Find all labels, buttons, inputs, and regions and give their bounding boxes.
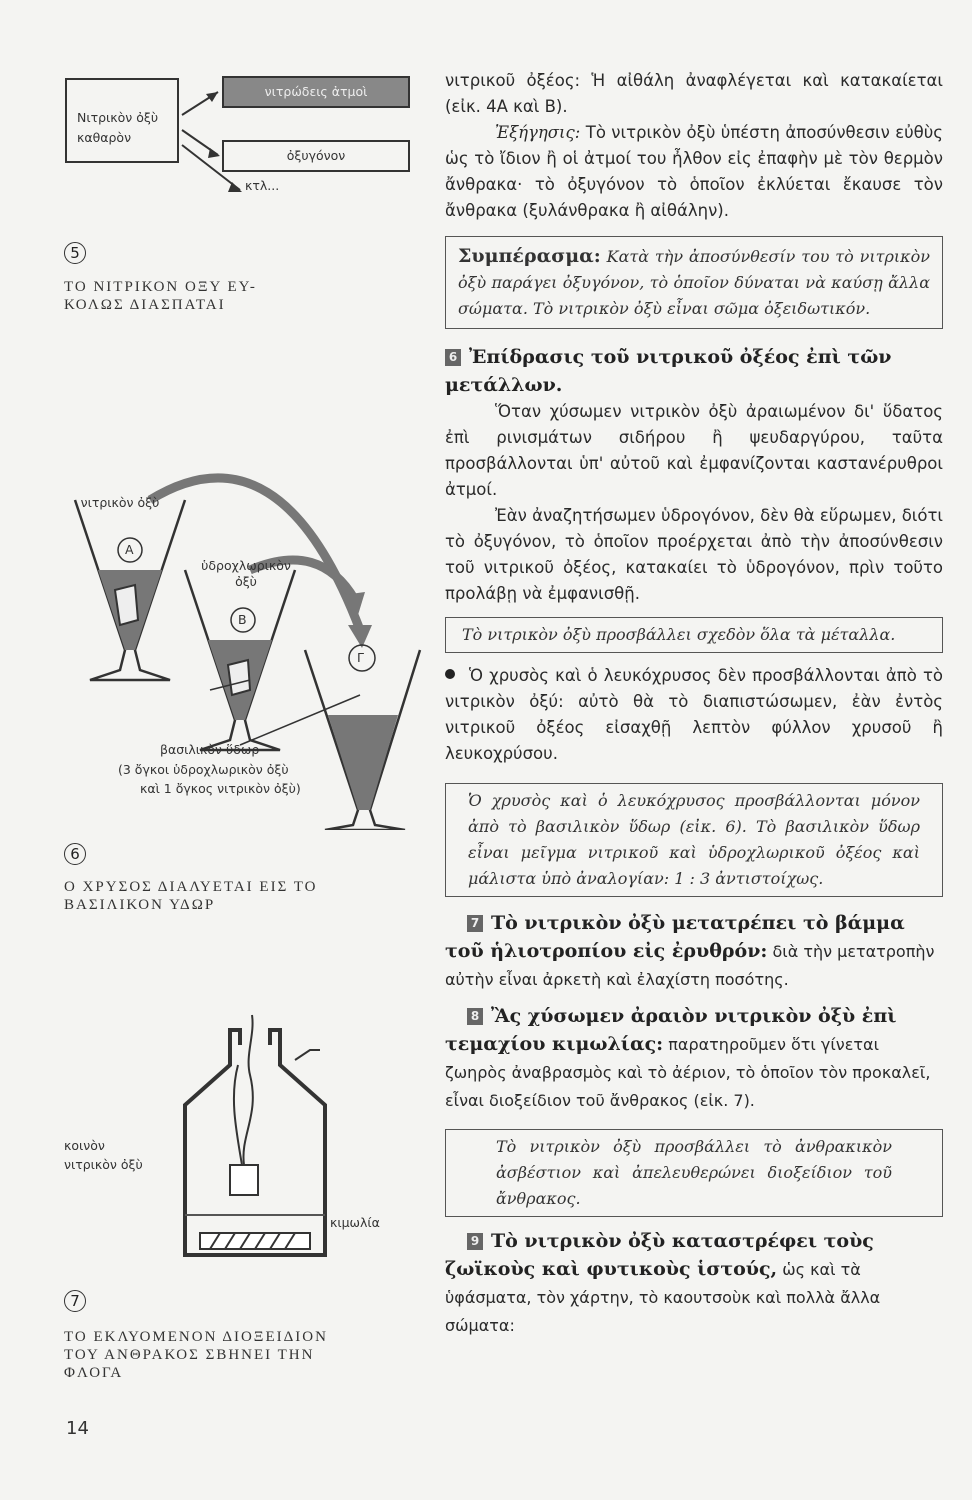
section-7-number: 7 xyxy=(467,915,483,932)
section-7-text: διὰ τὴν μετατροπὴν αὐτὴν εἶναι ἀρκετὴ καὶ ἐλαχίστη ποσότης. xyxy=(445,942,935,989)
gold-box: Ὁ χρυσὸς καὶ ὁ λευκόχρυσος προσβάλλονται μόνον ἀπὸ τὸ βασιλικὸν ὕδωρ (εἰκ. 6). Τὸ βασιλικὸν ὕδωρ εἶναι μεῖγμα νιτρικοῦ καὶ ὑδροχλωρικοῦ ὀξέος καὶ μάλιστα ὑπὸ ἀναλογίαν: 1 : 3 ἀντιστοίχως. xyxy=(445,783,943,897)
section-7 xyxy=(445,909,943,994)
conclusion-box xyxy=(445,236,943,329)
label-nitric-acid: νιτρικὸν ὀξὺ xyxy=(80,495,160,510)
product-etc-label: κτλ... xyxy=(245,178,280,193)
bullet xyxy=(445,669,455,679)
figure-7-illustration xyxy=(160,1005,360,1275)
glass-a-label: A xyxy=(125,542,134,557)
main-text xyxy=(445,68,943,1340)
section-8-title: Ἂς χύσωμεν ἀραιὸν νιτρικὸν ὀξὺ ἐπὶ τεμαχίου κιμωλίας: xyxy=(445,1005,897,1055)
label-common-acid-line1: κοινὸν xyxy=(64,1138,105,1153)
decomposition-arrows xyxy=(60,70,420,200)
nitric-acid-box-label: Νιτρικὸν ὀξὺ καθαρὸν xyxy=(77,110,159,145)
page-number: 14 xyxy=(66,1418,89,1439)
section-8 xyxy=(445,1002,943,1115)
section-7-title: Τὸ νιτρικὸν ὀξὺ μετατρέπει τὸ βάμμα τοῦ ἡλιοτροπίου εἰς ἐρυθρόν: xyxy=(445,912,905,962)
paragraph-explanation xyxy=(445,120,943,224)
figure-6-number: 6 xyxy=(64,843,86,865)
figure-5-number: 5 xyxy=(64,242,86,264)
paragraph-3: Ὅταν χύσωμεν νιτρικὸν ὀξὺ ἀραιωμένον δι' ὕδατος ἐπὶ ρινισμάτων σιδήρου ἢ ψευδαργύρου, ταῦτα προσβάλλονται ὑπ' αὐτοῦ καὶ ἐμφανίζονται καστανέρυθροι ἀτμοί. xyxy=(445,402,943,499)
figure-5-caption: ΤΟ ΝΙΤΡΙΚΟΝ ΟΞΥ ΕΥ-ΚΟΛΩΣ ΔΙΑΣΠΑΤΑΙ xyxy=(64,279,257,313)
metals-box: Τὸ νιτρικὸν ὀξὺ προσβάλλει σχεδὸν ὅλα τὰ μέταλλα. xyxy=(445,617,943,653)
product-vapors-label: νιτρώδεις ἀτμοὶ xyxy=(264,84,368,99)
figure-6-caption: Ο ΧΡΥΣΟΣ ΔΙΑΛΥΕΤΑΙ ΕΙΣ ΤΟ ΒΑΣΙΛΙΚΟΝ ΥΔΩΡ xyxy=(64,879,318,913)
figure-7-number: 7 xyxy=(64,1290,86,1312)
paragraph-5 xyxy=(445,663,943,767)
section-8-number: 8 xyxy=(467,1008,483,1025)
glass-g-label: Γ xyxy=(357,650,364,665)
paragraph-5-text: Ὁ χρυσὸς καὶ ὁ λευκόχρυσος δὲν προσβάλλονται ἀπὸ τὸ νιτρικὸν ὀξύ: αὐτὸ θὰ τὸ διαπιστώσωμεν, ἐὰν ἐντὸς νιτρικοῦ ὀξέος εἰσαχθῇ λεπτὸν φύλλον χρυσοῦ ἢ λευκοχρύσου. xyxy=(445,666,943,763)
label-hydrochloric-acid: ὑδροχλωρικὸν ὀξὺ xyxy=(201,558,291,589)
conclusion-text: Κατὰ τὴν ἀποσύνθεσίν του τὸ νιτρικὸν ὀξὺ παράγει ὀξυγόνον, τὸ ὁποῖον δύναται νὰ καύσῃ ἄλλα σώματα. Τὸ νιτρικὸν ὀξὺ εἶναι σῶμα ὀξειδωτικόν. xyxy=(458,247,930,318)
explanation-text: Τὸ νιτρικὸν ὀξὺ ὑπέστη ἀποσύνθεσιν εὐθὺς ὡς τὸ ἴδιον ἢ οἱ ἀτμοί του ἦλθον εἰς ἐπαφὴν μὲ τὸν θερμὸν ἄνθρακα· τὸ ὀξυγόνον τὸ ὁποῖον ἐκλύεται ἔκαυσε τὸν ἄνθρακα (ξυλάνθρακα ἢ αἰθάλην). xyxy=(445,123,943,220)
section-6-number: 6 xyxy=(445,349,461,366)
product-oxygen-label: ὀξυγόνον xyxy=(286,148,346,163)
conclusion-label: Συμπέρασμα: xyxy=(458,245,601,267)
section-6-title: Ἐπίδρασις τοῦ νιτρικοῦ ὀξέος ἐπὶ τῶν μετάλλων. xyxy=(445,346,892,396)
paragraph-4: Ἐὰν ἀναζητήσωμεν ὑδρογόνον, δὲν θὰ εὕρωμεν, διότι τὸ ὀξυγόνον, τὸ ὁποῖον προέρχεται ἀπὸ τὴν ἀποσύνθεσιν τοῦ νιτρικοῦ ὀξέος, κατακαίει τὸ ὑδρογόνον, πρὶν τοῦτο προλάβῃ νὰ ἐμφανισθῇ. xyxy=(445,506,943,603)
section-9 xyxy=(445,1227,943,1340)
label-ratio-line1: (3 ὄγκοι ὑδροχλωρικὸν ὀξὺ xyxy=(118,762,289,777)
section-9-number: 9 xyxy=(467,1233,483,1250)
figure-5 xyxy=(60,70,420,200)
explanation-label: Ἐξήγησις: xyxy=(495,123,581,142)
section-9-text: ὡς καὶ τὰ ὑφάσματα, τὸν χάρτην, τὸ καουτσοὺκ καὶ πολλὰ ἄλλα σώματα: xyxy=(445,1260,881,1335)
paragraph-1: νιτρικοῦ ὀξέος: Ἡ αἰθάλη ἀναφλέγεται καὶ κατακαίεται (εἰκ. 4Α καὶ Β). xyxy=(445,71,943,116)
chalk-box: Τὸ νιτρικὸν ὀξὺ προσβάλλει τὸ ἀνθρακικὸν ἀσβέστιον καὶ ἀπελευθερώνει διοξείδιον τοῦ ἄνθρακος. xyxy=(445,1129,943,1217)
glass-b-label: B xyxy=(238,612,247,627)
label-ratio-line2: καὶ 1 ὄγκος νιτρικὸν ὀξὺ) xyxy=(140,781,301,796)
figure-7-caption: ΤΟ ΕΚΛΥΟΜΕΝΟΝ ΔΙΟΞΕΙΔΙΟΝ ΤΟΥ ΑΝΘΡΑΚΟΣ ΣΒΗΝΕΙ ΤΗΝ ΦΛΟΓΑ xyxy=(64,1329,328,1381)
section-8-text: παρατηροῦμεν ὅτι γίνεται ζωηρὸς ἀναβρασμὸς καὶ τὸ ἀέριον, τὸ ὁποῖον τὸν προκαλεῖ, εἶναι διοξείδιον τοῦ ἄνθρακος (εἰκ. 7). xyxy=(445,1035,931,1110)
label-royal-water: βασιλικὸν ὕδωρ xyxy=(160,742,260,757)
label-chalk: κιμωλία xyxy=(330,1215,380,1230)
section-9-title: Τὸ νιτρικὸν ὀξὺ καταστρέφει τοὺς ζωϊκοὺς καὶ φυτικοὺς ἱστούς, xyxy=(445,1230,874,1280)
label-common-acid-line2: νιτρικὸν ὀξὺ xyxy=(64,1157,143,1172)
section-6-heading xyxy=(445,343,943,399)
